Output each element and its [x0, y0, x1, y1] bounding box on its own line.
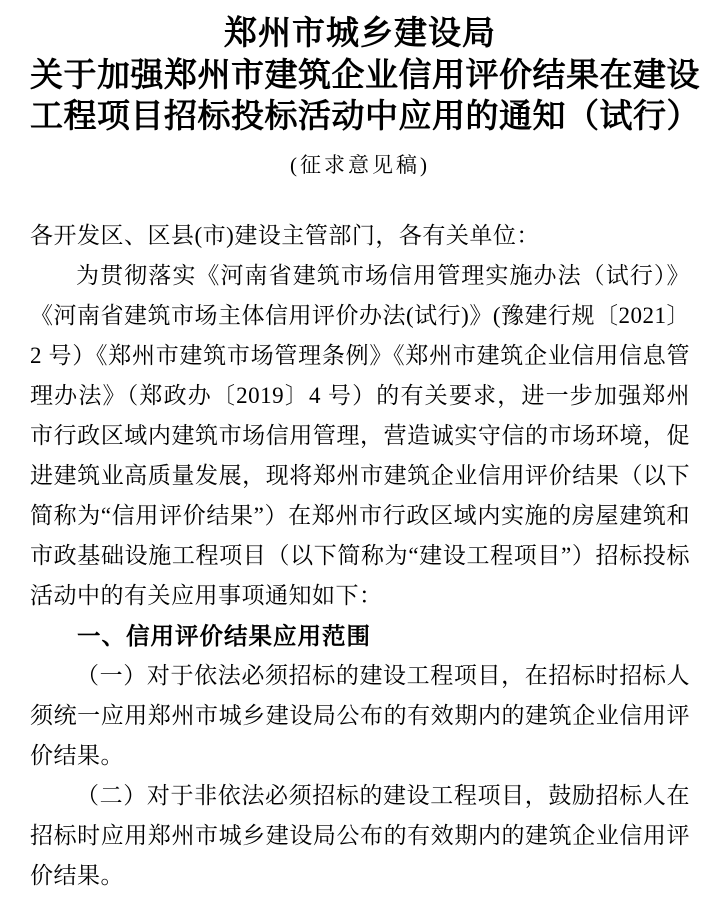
document-body [30, 216, 690, 896]
document-title [30, 56, 700, 138]
section-1-heading: 一、信用评价结果应用范围 [77, 623, 371, 649]
issuing-org-title: 郑州市城乡建设局 [224, 16, 496, 52]
intro-paragraph: 为贯彻落实《河南省建筑市场信用管理实施办法（试行）》《河南省建筑市场主体信用评价办法(试行)》(豫建行规〔2021〕2 号）《郑州市建筑市场管理条例》《郑州市建筑企业信用信息管理办法》（郑政办〔2019〕4 号）的有关要求，进一步加强郑州市行政区域内建筑市场信用管理，营造诚实守信的市场环境，促进建筑业高质量发展，现将郑州市建筑企业信用评价结果（以下简称为“信用评价结果”）在郑州市行政区域内实施的房屋建筑和市政基础设施工程项目（以下简称为“建设工程项目”）招标投标活动中的有关应用事项通知如下： [30, 263, 690, 608]
section-1-item-2: （二）对于非依法必须招标的建设工程项目，鼓励招标人在招标时应用郑州市城乡建设局公布的有效期内的建筑企业信用评价结果。 [30, 783, 690, 888]
document-title-line-2: 工程项目招标投标活动中应用的通知（试行） [30, 99, 700, 135]
draft-note: (征求意见稿) [290, 153, 430, 177]
salutation-line: 各开发区、区县(市)建设主管部门，各有关单位： [30, 223, 540, 248]
document-title-line-1: 关于加强郑州市建筑企业信用评价结果在建设 [30, 58, 700, 94]
document-header [30, 12, 700, 179]
section-1-item-1: （一）对于依法必须招标的建设工程项目，在招标时招标人须统一应用郑州市城乡建设局公布的有效期内的建筑企业信用评价结果。 [30, 663, 690, 768]
